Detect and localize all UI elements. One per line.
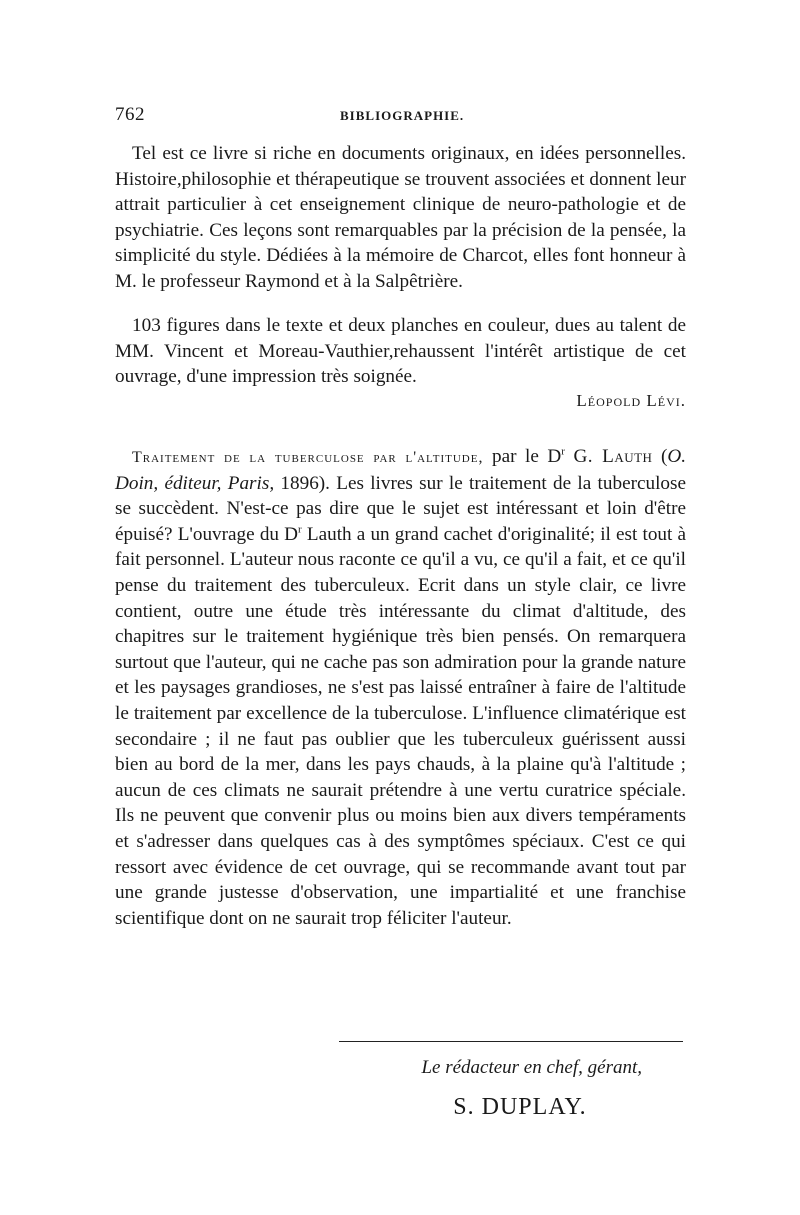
review-1-signature: Léopold Lévi.	[576, 391, 686, 410]
review-2-body-sup: r	[298, 523, 302, 536]
review-2-paragraph	[115, 444, 686, 931]
review-1-text: Tel est ce livre si riche en documents originaux, en idées personnelles. Histoire,philosophie et thérapeutique se trouvent associées et donnent leur attrait particulier à cet enseignement clinique de neuro-pathologie et de psychiatrie. Ces leçons sont remarquables par la précision de la pensée, la simplicité du style. Dédiées à la mémoire de Charcot, elles font honneur à M. le professeur Raymond et à la Salpêtrière.	[115, 143, 686, 292]
running-header	[115, 104, 685, 130]
running-title: BIBLIOGRAPHIE.	[340, 108, 465, 123]
closing-rule	[339, 1041, 683, 1042]
review-2-title: Traitement de la tuberculose par l'altitude,	[132, 449, 484, 466]
review-2-year: 1896).	[280, 472, 330, 494]
page-number: 762	[115, 104, 145, 125]
review-2-author-name: G. Lauth	[573, 446, 653, 467]
review-2-body-b: Lauth a un grand cachet d'originalité; il est tout à fait personnel. L'auteur nous raconte ce qu'il a vu, ce qu'il a fait, et ce qu'il pense du traitement des tuberculeux. Ecrit dans un style clair, ce livre contient, outre une étude très intéressante du climat d'altitude, des chapitres sur le traitement hygiénique très bien pensés. On remarquera surtout que l'auteur, qui ne cache pas son admiration pour la grande nature et les paysages grandioses, ne s'est pas laissé entraîner à faire de l'altitude le traitement par excellence de la tuberculose. L'influence climatérique est secondaire ; il ne faut pas oublier que les tuberculeux guérissent aussi bien au bord de la mer, dans les pays chauds, à la plaine qu'à l'altitude ; aucun de ces climats ne saurait prétendre à une vertu curatrice spéciale. Ils ne peuvent que convenir plus ou moins bien aux divers tempéraments et s'adresser dans quelques cas à des symptômes spéciaux. C'est ce qui ressort avec évidence de cet ouvrage, qui se recommande avant tout par une grande justesse d'observation, une impartialité et une franchise scientifique dont on ne saurait trop féliciter l'auteur.	[115, 523, 687, 929]
editor-title: Le rédacteur en chef, gérant,	[421, 1057, 642, 1078]
review-2-author-sup: r	[561, 445, 565, 458]
review-2-publisher: O. Doin, éditeur, Paris,	[115, 446, 687, 494]
review-2-body-a: Les livres sur le traitement de la tuberculose se succèdent. N'est-ce pas dire que le sujet est intéressant et loin d'être épuisé? L'ouvrage du D	[115, 472, 686, 545]
review-1-paragraph-1	[115, 141, 686, 295]
review-2-publisher-open: (	[660, 446, 668, 467]
review-1-text-2: 103 figures dans le texte et deux planches en couleur, dues au talent de MM. Vincent et Moreau-Vauthier,rehaussent l'intérêt artistique de cet ouvrage, d'une impression très soignée.	[115, 315, 686, 388]
review-2-author-prefix: par le D	[491, 446, 562, 467]
editor-name: S. DUPLAY.	[453, 1094, 587, 1120]
review-1-paragraph-2	[115, 313, 686, 390]
review-2	[115, 444, 686, 931]
